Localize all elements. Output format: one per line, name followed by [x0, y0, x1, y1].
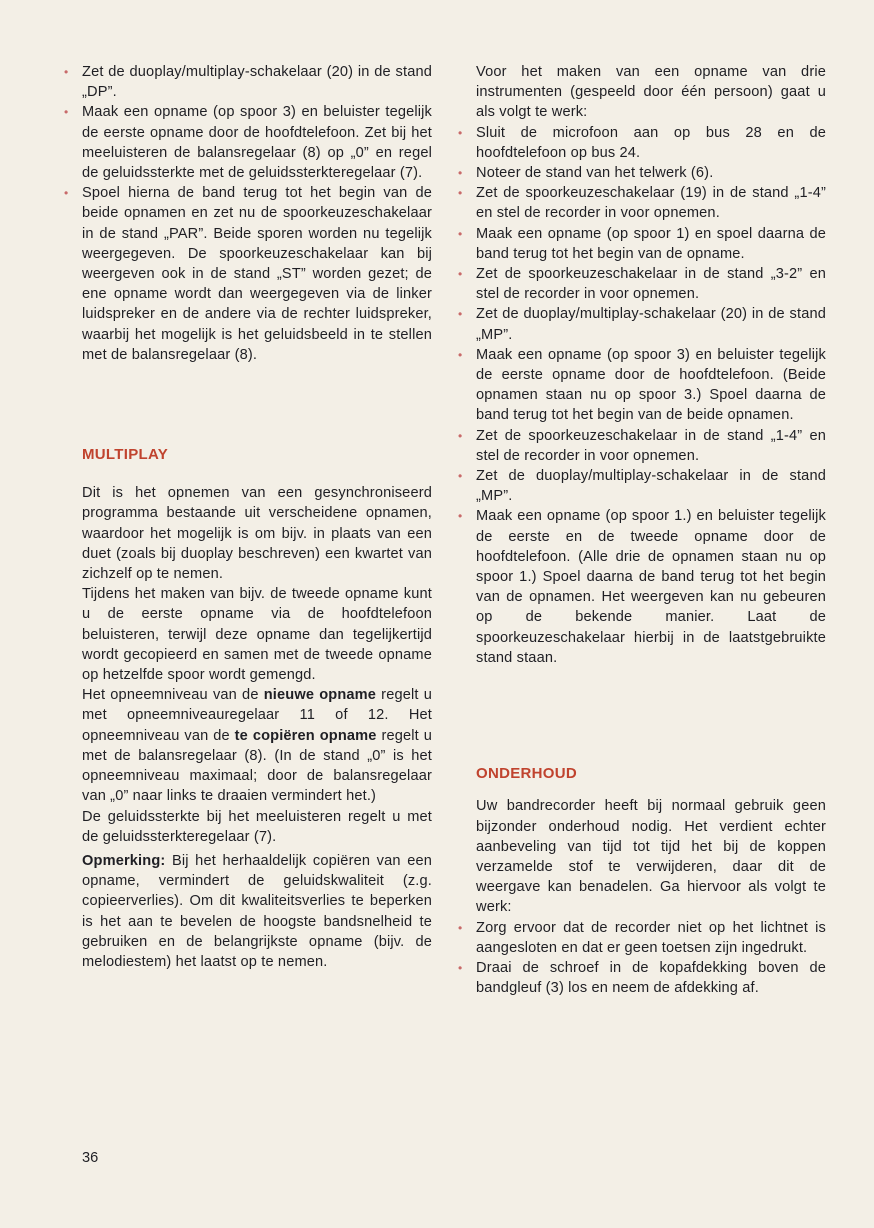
paragraph: De geluidssterkte bij het meeluisteren regelt u met de geluidssterkteregelaar (7).	[82, 808, 432, 845]
list-item: • Zorg ervoor dat de recorder niet op het lichtnet is aangesloten en dat er geen toetsen zijn ingedrukt.	[458, 918, 826, 958]
bold-text: nieuwe opname	[263, 687, 377, 704]
right-column	[458, 62, 826, 998]
paragraph: Tijdens het maken van bijv. de tweede opname kunt u de eerste opname via de hoofdtelefoon beluisteren, terwijl deze opname dan tegelijkertijd wordt gecopieerd en samen met de tweede opname op hetzelfde spoor wordt gemengd.	[82, 586, 432, 684]
list-item: • Draai de schroef in de kopafdekking boven de bandgleuf (3) los en neem de afdekking af.	[458, 958, 826, 998]
paragraph: Uw bandrecorder heeft bij normaal gebruik geen bijzonder onderhoud nodig. Het verdient echter aanbeveling van tijd tot tijd het bij de koppen verzamelde stof te verwijderen, daar dit de weergave kan benadelen. Ga hiervoor als volgt te werk:	[476, 798, 826, 916]
list-item: • Sluit de microfoon aan op bus 28 en de hoofdtelefoon op bus 24.	[458, 123, 826, 163]
remark-text: Bij het herhaaldelijk copiëren van een opname, vermindert de geluidskwaliteit (z.g. copieerverlies). Om dit kwaliteitsverlies te beperken is het aan te bevelen de hoogste bandsnelheid te gebruiken en de belangrijkste opname (bijv. de melodiestem) het laatst op te nemen.	[82, 852, 432, 970]
list-item: • Spoel hierna de band terug tot het begin van de beide opnamen en zet nu de spoorkeuzeschakelaar in de stand „PAR”. Beide sporen worden nu tegelijk weergegeven. De spoorkeuzeschakelaar kan bij weergeven ook in de stand „ST” worden gezet; de ene opname wordt dan weergegeven via de linker luidspreker en de andere via de rechter luidspreker, waarbij het mogelijk is het geluidsbeeld in te stellen met de balansregelaar (8).	[64, 183, 432, 365]
list-item: • Zet de duoplay/multiplay-schakelaar (20) in de stand „MP”.	[458, 304, 826, 344]
section-heading-multiplay: MULTIPLAY	[82, 446, 169, 464]
list-item: • Maak een opname (op spoor 3) en beluister tegelijk de eerste opname door de hoofdtelefoon. Zet bij het meeluisteren de balansregelaar (8) op „0” en regel de geluidssterkte met de geluidssterkteregelaar (7).	[64, 102, 432, 183]
section-heading-onderhoud: ONDERHOUD	[476, 765, 578, 783]
list-item: • Noteer de stand van het telwerk (6).	[458, 163, 826, 183]
paragraph	[82, 685, 432, 806]
text-run: regelt u met de balansregelaar (8). (In de stand „0” is het opneemniveau maximaal; door de balansregelaar van „0” naar links te draaien vermindert het.)	[82, 727, 432, 805]
list-item: • Zet de spoorkeuzeschakelaar (19) in de stand „1-4” en stel de recorder in voor opnemen.	[458, 183, 826, 223]
left-column	[64, 62, 432, 972]
bold-text: te copiëren opname	[234, 727, 377, 744]
paragraph: Dit is het opnemen van een gesynchroniseerd programma bestaande uit verscheidene opnamen, waardoor het mogelijk is om bijv. in plaats van een duet (zoals bij duoplay beschreven) een kwartet van zichzelf op te nemen.	[82, 485, 432, 583]
list-item: • Zet de spoorkeuzeschakelaar in de stand „3-2” en stel de recorder in voor opnemen.	[458, 264, 826, 304]
text-run: Het opneemniveau van de	[82, 687, 264, 704]
text-run: regelt u met opneemniveauregelaar 11 of 12. Het opneemniveau van de	[82, 687, 432, 744]
list-item: • Zet de duoplay/multiplay-schakelaar in de stand „MP”.	[458, 466, 826, 506]
list-item: • Zet de spoorkeuzeschakelaar in de stand „1-4” en stel de recorder in voor opnemen.	[458, 426, 826, 466]
list-item: • Maak een opname (op spoor 3) en beluister tegelijk de eerste opname door de hoofdtelefoon. (Beide opnamen staan nu op spoor 3.) Spoel daarna de band terug tot het begin van de beide opnamen.	[458, 345, 826, 426]
remark-paragraph	[82, 851, 432, 972]
list-item: • Maak een opname (op spoor 1.) en beluister tegelijk de eerste en de tweede opname door de hoofdtelefoon. (Alle drie de opnamen staan nu op spoor 1.) Spoel daarna de band terug tot het begin van de opnamen. Het weergeven kan nu gebeuren op de bekende manier. Laat de spoorkeuzeschakelaar hierbij in de laatstgebruikte stand staan.	[458, 506, 826, 668]
paragraph: Voor het maken van een opname van drie instrumenten (gespeeld door één persoon) gaat u als volgt te werk:	[476, 64, 826, 121]
page-number: 36	[82, 1150, 99, 1166]
list-item: • Zet de duoplay/multiplay-schakelaar (20) in de stand „DP”.	[64, 62, 432, 102]
list-item: • Maak een opname (op spoor 1) en spoel daarna de band terug tot het begin van de opname.	[458, 224, 826, 264]
remark-label: Opmerking:	[82, 852, 166, 869]
